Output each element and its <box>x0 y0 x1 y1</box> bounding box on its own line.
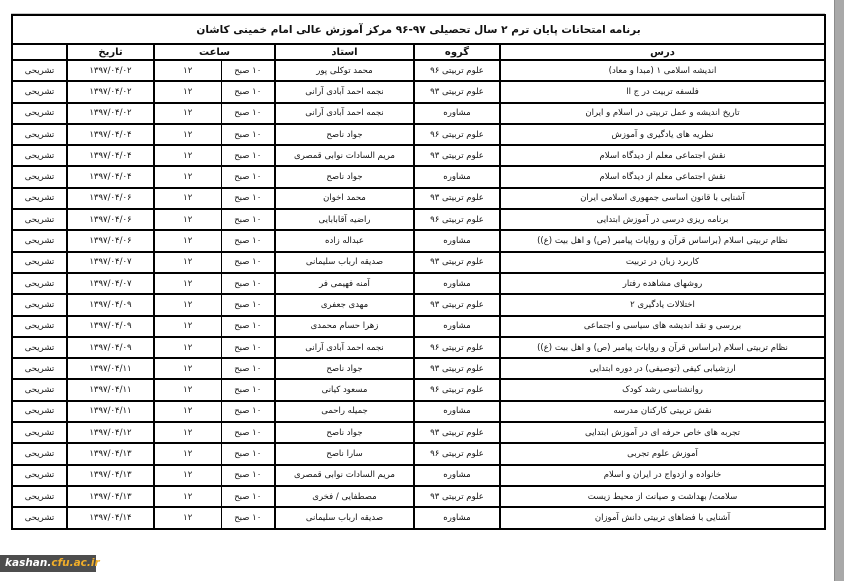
time-cell: ۱۰ صبح <box>221 316 275 337</box>
group-cell: علوم تربیتی ۹۳ <box>414 81 500 102</box>
header-time: ساعت <box>154 44 275 60</box>
header-notes <box>12 44 67 60</box>
group-cell: علوم تربیتی ۹۶ <box>414 124 500 145</box>
table-row <box>12 145 825 166</box>
exam-type-cell: تشریحی <box>12 124 67 145</box>
group-cell: علوم تربیتی ۹۶ <box>414 60 500 81</box>
exam-type-cell: تشریحی <box>12 443 67 464</box>
instructor-cell: صدیقه ارباب سلیمانی <box>275 252 414 273</box>
table-row <box>12 443 825 464</box>
exam-type-cell: تشریحی <box>12 103 67 124</box>
course-cell: آموزش علوم تجربی <box>500 443 825 464</box>
exam-type-cell: تشریحی <box>12 316 67 337</box>
instructor-cell: جواد ناصح <box>275 358 414 379</box>
hour-cell: ۱۲ <box>154 443 221 464</box>
exam-schedule-table <box>11 14 826 530</box>
group-cell: مشاوره <box>414 401 500 422</box>
course-cell: کاربرد زبان در تربیت <box>500 252 825 273</box>
table-row <box>12 465 825 486</box>
date-cell: ۱۳۹۷/۰۴/۰۲ <box>67 103 154 124</box>
exam-type-cell: تشریحی <box>12 486 67 507</box>
time-cell: ۱۰ صبح <box>221 145 275 166</box>
instructor-cell: عبداله زاده <box>275 230 414 251</box>
instructor-cell: سارا ناصح <box>275 443 414 464</box>
time-cell: ۱۰ صبح <box>221 124 275 145</box>
course-cell: نقش اجتماعی معلم از دیدگاه اسلام <box>500 166 825 187</box>
exam-type-cell: تشریحی <box>12 294 67 315</box>
time-cell: ۱۰ صبح <box>221 166 275 187</box>
table-row <box>12 252 825 273</box>
course-cell: تجربه های خاص حرفه ای در آموزش ابتدایی <box>500 422 825 443</box>
time-cell: ۱۰ صبح <box>221 60 275 81</box>
group-cell: علوم تربیتی ۹۳ <box>414 486 500 507</box>
course-cell: روانشناسی رشد کودک <box>500 379 825 400</box>
hour-cell: ۱۲ <box>154 294 221 315</box>
instructor-cell: مهدی جعفری <box>275 294 414 315</box>
instructor-cell: زهرا حسام محمدی <box>275 316 414 337</box>
instructor-cell: نجمه احمد آبادی آرانی <box>275 103 414 124</box>
hour-cell: ۱۲ <box>154 60 221 81</box>
time-cell: ۱۰ صبح <box>221 358 275 379</box>
course-cell: اندیشه اسلامی ۱ (مبدا و معاد) <box>500 60 825 81</box>
course-cell: برنامه ریزی درسی در آموزش ابتدایی <box>500 209 825 230</box>
date-cell: ۱۳۹۷/۰۴/۱۲ <box>67 422 154 443</box>
time-cell: ۱۰ صبح <box>221 209 275 230</box>
hour-cell: ۱۲ <box>154 316 221 337</box>
table-row <box>12 316 825 337</box>
date-cell: ۱۳۹۷/۰۴/۰۹ <box>67 337 154 358</box>
table-row <box>12 60 825 81</box>
group-cell: علوم تربیتی ۹۶ <box>414 379 500 400</box>
exam-type-cell: تشریحی <box>12 273 67 294</box>
group-cell: علوم تربیتی ۹۶ <box>414 443 500 464</box>
hour-cell: ۱۲ <box>154 337 221 358</box>
date-cell: ۱۳۹۷/۰۴/۰۹ <box>67 294 154 315</box>
date-cell: ۱۳۹۷/۰۴/۱۳ <box>67 443 154 464</box>
time-cell: ۱۰ صبح <box>221 401 275 422</box>
group-cell: مشاوره <box>414 465 500 486</box>
hour-cell: ۱۲ <box>154 124 221 145</box>
table-row <box>12 103 825 124</box>
hour-cell: ۱۲ <box>154 379 221 400</box>
header-group: گروه <box>414 44 500 60</box>
exam-type-cell: تشریحی <box>12 230 67 251</box>
time-cell: ۱۰ صبح <box>221 252 275 273</box>
course-cell: نظام تربیتی اسلام (براساس قرآن و روایات پیامبر (ص) و اهل بیت (ع)) <box>500 337 825 358</box>
hour-cell: ۱۲ <box>154 103 221 124</box>
table-row <box>12 273 825 294</box>
course-cell: آشنایی با فضاهای تربیتی دانش آموزان <box>500 507 825 528</box>
date-cell: ۱۳۹۷/۰۴/۱۴ <box>67 507 154 528</box>
instructor-cell: محمد توکلی پور <box>275 60 414 81</box>
group-cell: مشاوره <box>414 316 500 337</box>
course-cell: خانواده و ازدواج در ایران و اسلام <box>500 465 825 486</box>
table-row <box>12 124 825 145</box>
table-row <box>12 337 825 358</box>
hour-cell: ۱۲ <box>154 486 221 507</box>
date-cell: ۱۳۹۷/۰۴/۱۱ <box>67 401 154 422</box>
table-row <box>12 401 825 422</box>
watermark-domain: kashan. <box>5 557 52 569</box>
group-cell: مشاوره <box>414 507 500 528</box>
instructor-cell: جمیله راحمی <box>275 401 414 422</box>
table-row <box>12 422 825 443</box>
date-cell: ۱۳۹۷/۰۴/۰۹ <box>67 316 154 337</box>
hour-cell: ۱۲ <box>154 81 221 102</box>
date-cell: ۱۳۹۷/۰۴/۰۴ <box>67 124 154 145</box>
exam-type-cell: تشریحی <box>12 209 67 230</box>
date-cell: ۱۳۹۷/۰۴/۰۷ <box>67 273 154 294</box>
site-watermark <box>0 555 100 572</box>
vertical-scrollbar[interactable] <box>834 0 844 581</box>
course-cell: اختلالات یادگیری ۲ <box>500 294 825 315</box>
instructor-cell: محمد اخوان <box>275 188 414 209</box>
exam-type-cell: تشریحی <box>12 422 67 443</box>
exam-type-cell: تشریحی <box>12 188 67 209</box>
group-cell: علوم تربیتی ۹۳ <box>414 422 500 443</box>
group-cell: مشاوره <box>414 166 500 187</box>
table-row <box>12 188 825 209</box>
table-row <box>12 294 825 315</box>
instructor-cell: جواد ناصح <box>275 166 414 187</box>
table-row <box>12 358 825 379</box>
hour-cell: ۱۲ <box>154 166 221 187</box>
hour-cell: ۱۲ <box>154 507 221 528</box>
course-cell: نظریه های یادگیری و آموزش <box>500 124 825 145</box>
course-cell: فلسفه تربیت در ج اا <box>500 81 825 102</box>
group-cell: علوم تربیتی ۹۳ <box>414 252 500 273</box>
date-cell: ۱۳۹۷/۰۴/۰۴ <box>67 166 154 187</box>
time-cell: ۱۰ صبح <box>221 486 275 507</box>
schedule-title: برنامه امتحانات پایان ترم ۲ سال تحصیلی ۹۷-۹۶ مرکز آموزش عالی امام خمینی کاشان <box>12 15 825 44</box>
time-cell: ۱۰ صبح <box>221 81 275 102</box>
date-cell: ۱۳۹۷/۰۴/۰۶ <box>67 230 154 251</box>
exam-type-cell: تشریحی <box>12 337 67 358</box>
watermark-suffix: cfu.ac.ir <box>51 557 100 569</box>
exam-type-cell: تشریحی <box>12 465 67 486</box>
hour-cell: ۱۲ <box>154 273 221 294</box>
date-cell: ۱۳۹۷/۰۴/۱۱ <box>67 379 154 400</box>
exam-type-cell: تشریحی <box>12 166 67 187</box>
header-course: درس <box>500 44 825 60</box>
exam-type-cell: تشریحی <box>12 81 67 102</box>
date-cell: ۱۳۹۷/۰۴/۰۶ <box>67 188 154 209</box>
time-cell: ۱۰ صبح <box>221 294 275 315</box>
course-cell: روشهای مشاهده رفتار <box>500 273 825 294</box>
instructor-cell: راضیه آقابابایی <box>275 209 414 230</box>
header-instructor: استاد <box>275 44 414 60</box>
course-cell: نقش تربیتی کارکنان مدرسه <box>500 401 825 422</box>
hour-cell: ۱۲ <box>154 188 221 209</box>
hour-cell: ۱۲ <box>154 422 221 443</box>
time-cell: ۱۰ صبح <box>221 507 275 528</box>
course-cell: تاریخ اندیشه و عمل تربیتی در اسلام و ایران <box>500 103 825 124</box>
title-row <box>12 15 825 44</box>
exam-type-cell: تشریحی <box>12 507 67 528</box>
time-cell: ۱۰ صبح <box>221 230 275 251</box>
table-row <box>12 166 825 187</box>
hour-cell: ۱۲ <box>154 401 221 422</box>
time-cell: ۱۰ صبح <box>221 103 275 124</box>
instructor-cell: مسعود کیانی <box>275 379 414 400</box>
hour-cell: ۱۲ <box>154 252 221 273</box>
time-cell: ۱۰ صبح <box>221 188 275 209</box>
hour-cell: ۱۲ <box>154 465 221 486</box>
exam-type-cell: تشریحی <box>12 401 67 422</box>
time-cell: ۱۰ صبح <box>221 273 275 294</box>
group-cell: علوم تربیتی ۹۳ <box>414 358 500 379</box>
date-cell: ۱۳۹۷/۰۴/۰۴ <box>67 145 154 166</box>
group-cell: مشاوره <box>414 230 500 251</box>
instructor-cell: مریم السادات نوابی قمصری <box>275 145 414 166</box>
time-cell: ۱۰ صبح <box>221 465 275 486</box>
course-cell: بررسی و نقد اندیشه های سیاسی و اجتماعی <box>500 316 825 337</box>
table-row <box>12 209 825 230</box>
instructor-cell: جواد ناصح <box>275 124 414 145</box>
hour-cell: ۱۲ <box>154 358 221 379</box>
hour-cell: ۱۲ <box>154 209 221 230</box>
time-cell: ۱۰ صبح <box>221 379 275 400</box>
group-cell: مشاوره <box>414 273 500 294</box>
table-row <box>12 486 825 507</box>
hour-cell: ۱۲ <box>154 145 221 166</box>
instructor-cell: نجمه احمد آبادی آرانی <box>275 81 414 102</box>
header-date: تاریخ <box>67 44 154 60</box>
hour-cell: ۱۲ <box>154 230 221 251</box>
course-cell: نظام تربیتی اسلام (براساس قرآن و روایات پیامبر (ص) و اهل بیت (ع)) <box>500 230 825 251</box>
date-cell: ۱۳۹۷/۰۴/۰۶ <box>67 209 154 230</box>
date-cell: ۱۳۹۷/۰۴/۰۲ <box>67 60 154 81</box>
course-cell: سلامت/ بهداشت و صیانت از محیط زیست <box>500 486 825 507</box>
exam-type-cell: تشریحی <box>12 252 67 273</box>
instructor-cell: آمنه فهیمی فر <box>275 273 414 294</box>
time-cell: ۱۰ صبح <box>221 337 275 358</box>
table-row <box>12 81 825 102</box>
group-cell: علوم تربیتی ۹۶ <box>414 337 500 358</box>
table-row <box>12 379 825 400</box>
date-cell: ۱۳۹۷/۰۴/۱۳ <box>67 465 154 486</box>
date-cell: ۱۳۹۷/۰۴/۰۲ <box>67 81 154 102</box>
date-cell: ۱۳۹۷/۰۴/۱۱ <box>67 358 154 379</box>
instructor-cell: صدیقه ارباب سلیمانی <box>275 507 414 528</box>
group-cell: علوم تربیتی ۹۳ <box>414 188 500 209</box>
exam-type-cell: تشریحی <box>12 145 67 166</box>
group-cell: علوم تربیتی ۹۳ <box>414 145 500 166</box>
course-cell: آشنایی با قانون اساسی جمهوری اسلامی ایران <box>500 188 825 209</box>
instructor-cell: مریم السادات نوابی قمصری <box>275 465 414 486</box>
instructor-cell: مصطفایی / فخری <box>275 486 414 507</box>
date-cell: ۱۳۹۷/۰۴/۰۷ <box>67 252 154 273</box>
table-row <box>12 230 825 251</box>
instructor-cell: نجمه احمد آبادی آرانی <box>275 337 414 358</box>
group-cell: مشاوره <box>414 103 500 124</box>
instructor-cell: جواد ناصح <box>275 422 414 443</box>
time-cell: ۱۰ صبح <box>221 422 275 443</box>
group-cell: علوم تربیتی ۹۶ <box>414 209 500 230</box>
course-cell: ارزشیابی کیفی (توصیفی) در دوره ابتدایی <box>500 358 825 379</box>
group-cell: علوم تربیتی ۹۳ <box>414 294 500 315</box>
course-cell: نقش اجتماعی معلم از دیدگاه اسلام <box>500 145 825 166</box>
table-row <box>12 507 825 528</box>
exam-type-cell: تشریحی <box>12 379 67 400</box>
header-row <box>12 44 825 60</box>
date-cell: ۱۳۹۷/۰۴/۱۳ <box>67 486 154 507</box>
exam-type-cell: تشریحی <box>12 60 67 81</box>
exam-type-cell: تشریحی <box>12 358 67 379</box>
time-cell: ۱۰ صبح <box>221 443 275 464</box>
